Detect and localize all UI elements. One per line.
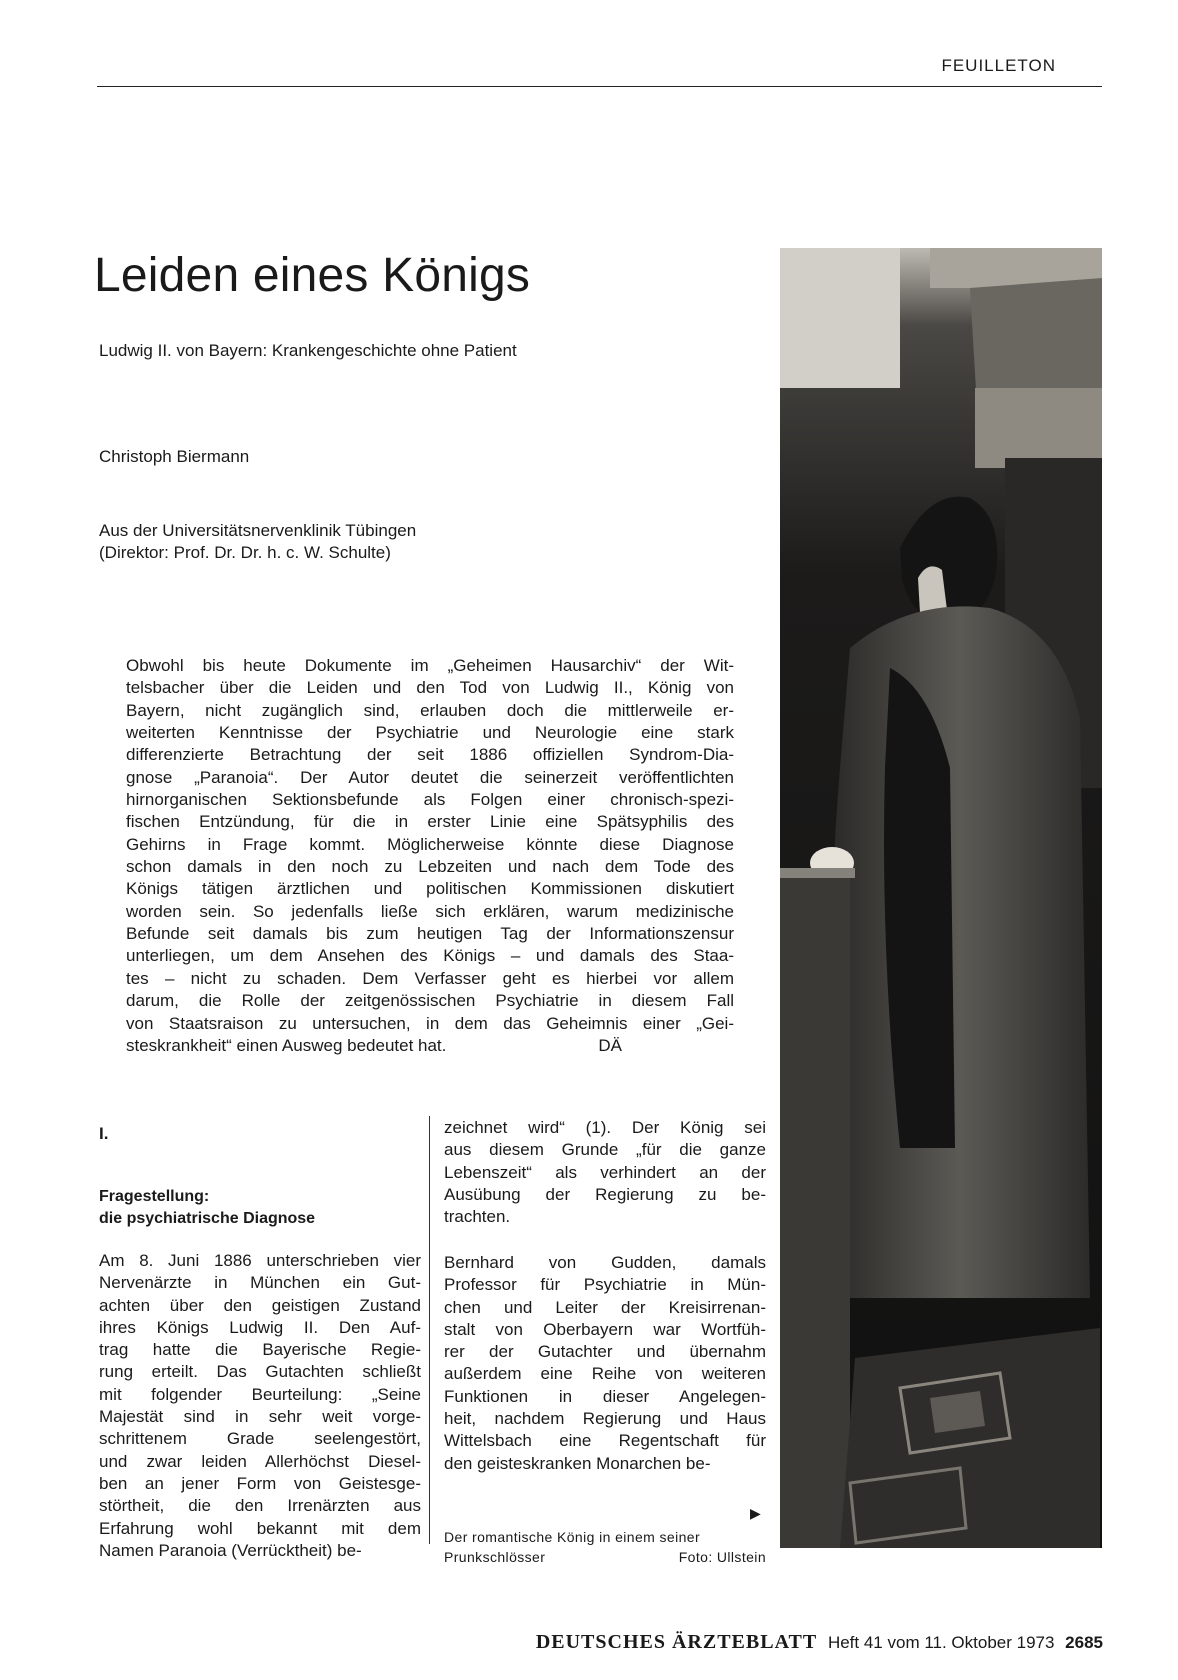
abstract-line: Königs tätigen ärztlichen und politischen Kommissionen diskutiert [126,879,734,899]
abstract-line: schon damals in den noch zu Lebzeiten und nach dem Tode des [126,857,734,877]
text-line: und zwar leiden Allerhöchst Diesel- [99,1451,421,1471]
abstract-line: Bayern, nicht zugänglich sind, erlauben doch die mittlerweile er- [126,700,734,720]
text-line: mit folgender Beurteilung: „Seine [99,1384,421,1404]
column-divider [429,1116,430,1544]
abstract-line: darum, die Rolle der zeitgenössischen Psychiatrie in diesem Fall [126,991,734,1011]
text-line: Bernhard von Gudden, damals [444,1253,766,1272]
affiliation-line: (Direktor: Prof. Dr. Dr. h. c. W. Schulte) [99,543,391,562]
text-line: aus diesem Grunde „für die ganze [444,1140,766,1160]
section-heading-line: Fragestellung: [99,1188,210,1205]
king-portrait-photo [780,248,1102,1548]
abstract-line: differenzierte Betrachtung der seit 1886 offiziellen Syndrom-Dia- [126,745,734,765]
text-line: trag hatte die Bayerische Regie- [99,1340,421,1360]
author-name: Christoph Biermann [99,447,250,466]
text-line: Erfahrung wohl bekannt mit dem [99,1518,421,1538]
text-line: ben an jener Form von Geistesge- [99,1473,421,1493]
header-rule [97,86,1102,87]
text-line: stalt von Oberbayern war Wortfüh- [444,1319,766,1339]
caption-line: Der romantische König in einem seiner [444,1529,701,1545]
text-line: Am 8. Juni 1886 unterschrieben vier [99,1251,421,1270]
abstract-line: unterliegen, um dem Ansehen des Königs – und damals des Staa- [126,946,734,966]
page-number: 2685 [1065,1633,1103,1652]
text-line: störtheit, die den Irrenärzten aus [99,1496,421,1516]
affiliation [99,520,416,564]
text-line: außerdem eine Reihe von weiteren [444,1364,766,1384]
text-line: den geisteskranken Monarchen be- [444,1453,711,1473]
page-footer [462,1631,1103,1654]
continue-arrow-icon: ▶ [750,1505,761,1521]
photo-credit: Foto: Ullstein [678,1549,766,1565]
text-line: Funktionen in dieser Angelegen- [444,1386,766,1406]
text-line: rung erteilt. Das Gutachten schließt [99,1362,421,1382]
abstract-signature: DÄ [598,1035,623,1055]
abstract-line: Gehirns in Frage kommt. Möglicherweise könnte diese Diagnose [126,834,734,854]
text-line: Majestät sind in sehr weit vorge- [99,1407,421,1427]
abstract-line: worden sein. So jedenfalls ließe sich erklären, warum medizinische [126,901,734,921]
text-line: heit, nachdem Regierung und Haus [444,1409,766,1429]
text-line: Wittelsbach eine Regentschaft für [444,1431,766,1451]
abstract-line: gnose „Paranoia“. Der Autor deutet die seinerzeit veröffentlichten [126,767,734,787]
section-number: I. [99,1124,109,1143]
abstract-line: telsbacher über die Leiden und den Tod von Ludwig II., König von [126,678,734,698]
article-subtitle: Ludwig II. von Bayern: Krankengeschichte ohne Patient [99,341,517,360]
section-heading-line: die psychiatrische Diagnose [99,1210,316,1227]
abstract-line: hirnorganischen Sektionsbefunde als Folgen einer chronisch-spezi- [126,790,734,810]
text-line: achten über den geistigen Zustand [99,1295,421,1315]
text-line: ihres Königs Ludwig II. Den Auf- [99,1317,421,1337]
text-line: Nervenärzte in München ein Gut- [99,1273,421,1293]
text-line: Namen Paranoia (Verrücktheit) be- [99,1540,362,1560]
body-column-2-top [444,1117,766,1228]
section-heading [99,1186,315,1230]
text-line: Ausübung der Regierung zu be- [444,1184,766,1204]
photo-caption [444,1527,766,1567]
affiliation-line: Aus der Universitätsnervenklinik Tübingen [99,521,417,540]
caption-line: Prunkschlösser [444,1549,546,1565]
text-line: Lebenszeit“ als verhindert an der [444,1162,766,1182]
text-line: Professor für Psychiatrie in Mün- [444,1275,766,1295]
article-title: Leiden eines Königs [94,249,531,302]
text-line: trachten. [444,1207,511,1227]
abstract-line: Befunde seit damals bis zum heutigen Tag der Informationszensur [126,924,734,944]
issue-info: Heft 41 vom 11. Oktober 1973 [827,1633,1055,1652]
text-line: zeichnet wird“ (1). Der König sei [444,1118,766,1137]
abstract-line: von Staatsraison zu untersuchen, in dem das Geheimnis einer „Gei- [126,1013,734,1033]
text-line: chen und Leiter der Kreisirrenan- [444,1297,766,1317]
abstract-line: tes – nicht zu schaden. Dem Verfasser geht es hierbei vor allem [126,968,734,988]
text-line: schrittenem Grade seelengestört, [99,1429,421,1449]
abstract [126,655,734,1057]
abstract-last-text: steskrankheit“ einen Ausweg bedeutet hat. [126,1035,447,1055]
text-line: rer der Gutachter und übernahm [444,1342,766,1362]
abstract-line: weiterten Kenntnisse der Psychiatrie und Neurologie eine stark [126,723,734,743]
section-label: FEUILLETON [941,56,1056,75]
abstract-line [126,1035,734,1057]
abstract-line: Obwohl bis heute Dokumente im „Geheimen Hausarchiv“ der Wit- [126,656,734,675]
body-column-1 [99,1250,421,1562]
body-column-2-paragraph [444,1252,766,1475]
abstract-line: fischen Entzündung, für die in erster Linie eine Spätsyphilis des [126,812,734,832]
journal-name: DEUTSCHES ÄRZTEBLATT [535,1631,818,1653]
